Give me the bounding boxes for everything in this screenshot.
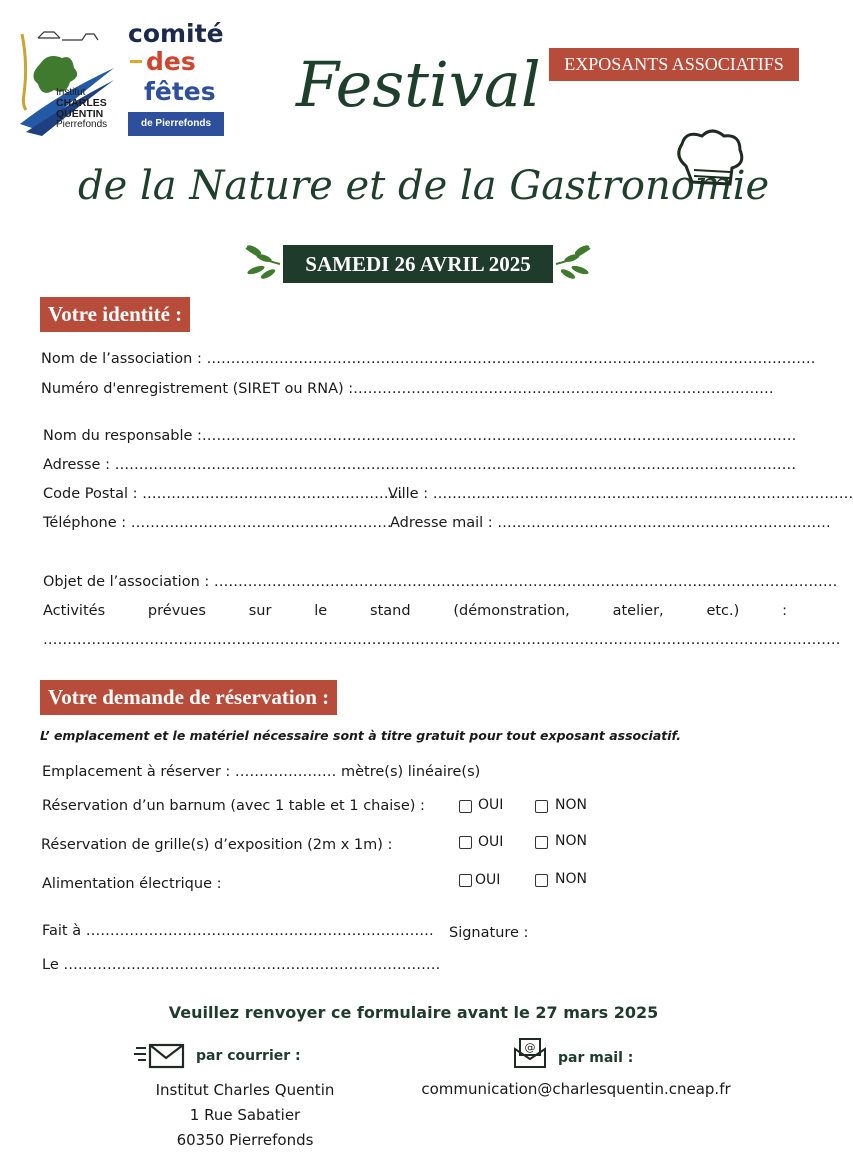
electricity-label: Alimentation électrique : — [42, 876, 222, 892]
exposants-badge: EXPOSANTS ASSOCIATIFS — [549, 48, 799, 81]
deadline-text: Veuillez renvoyer ce formulaire avant le 27 mars 2025 — [168, 1003, 659, 1022]
mail-envelope-icon — [134, 1042, 186, 1070]
laurel-right-icon — [554, 240, 594, 286]
institut-name: Institut CHARLES QUENTIN Pierrefonds — [56, 87, 108, 130]
electricity-no-checkbox[interactable] — [535, 874, 548, 887]
free-location-note: L’ emplacement et le matériel nécessaire sont à titre gratuit pour tout exposant associatif. — [40, 728, 682, 743]
address-field[interactable]: Adresse : …………………………………………………………………………………………………………………………… — [43, 457, 797, 473]
svg-text:@: @ — [524, 1041, 536, 1054]
address-line: 1 Rue Sabatier — [189, 1106, 301, 1124]
date-field[interactable]: Le …………………………………………………………………… — [42, 957, 441, 973]
location-length-field[interactable]: Emplacement à réserver : ………………… mètre(s) linéaire(s) — [42, 764, 481, 780]
phone-field[interactable]: Téléphone : ……………………………………………… — [43, 515, 392, 531]
activities-label: Activités prévues sur le stand (démonstration, atelier, etc.) : — [43, 603, 787, 619]
postal-address — [120, 1078, 370, 1153]
electricity-no-label: NON — [555, 871, 587, 887]
festival-title: Festival — [296, 48, 541, 121]
comite-des-fetes-logo: comité des fêtes de Pierrefonds — [126, 20, 226, 138]
chef-hat-icon — [672, 126, 746, 192]
by-mail-label: par mail : — [558, 1050, 634, 1066]
done-at-field[interactable]: Fait à ……………………………………………………………… — [42, 923, 434, 939]
city-field[interactable]: Ville : …………………………………………………………………………… — [388, 486, 853, 502]
identity-heading: Votre identité : — [40, 297, 190, 332]
email-field[interactable]: Adresse mail : …………………………………………………………… — [390, 515, 831, 531]
barnum-label: Réservation d’un barnum (avec 1 table et 1 chaise) : — [42, 798, 425, 814]
grids-yes-checkbox[interactable] — [459, 836, 472, 849]
address-line: Institut Charles Quentin — [155, 1081, 335, 1099]
grids-label: Réservation de grille(s) d’exposition (2m x 1m) : — [41, 837, 393, 853]
barnum-no-checkbox[interactable] — [535, 800, 548, 813]
electricity-yes-label: OUI — [475, 872, 501, 888]
manager-name-field[interactable]: Nom du responsable :…………………………………………………………………………………………………………… — [43, 428, 797, 444]
association-name-field[interactable]: Nom de l’association : ……………………………………………………………………………………………………………… — [41, 351, 816, 367]
signature-label: Signature : — [449, 925, 529, 941]
reservation-heading: Votre demande de réservation : — [40, 680, 337, 715]
grids-yes-label: OUI — [478, 834, 504, 850]
institut-charles-quentin-logo — [18, 24, 118, 140]
grids-no-label: NON — [555, 833, 587, 849]
barnum-yes-label: OUI — [478, 797, 504, 813]
festival-subtitle: de la Nature et de la Gastronomie — [78, 163, 770, 209]
laurel-left-icon — [242, 240, 282, 286]
by-post-label: par courrier : — [196, 1048, 301, 1064]
registration-number-field[interactable]: Numéro d'enregistrement (SIRET ou RNA) :…………………………………………………………………………… — [41, 381, 774, 397]
event-date: SAMEDI 26 AVRIL 2025 — [283, 245, 553, 283]
address-line: 60350 Pierrefonds — [176, 1131, 314, 1149]
contact-email[interactable]: communication@charlesquentin.cneap.fr — [421, 1080, 731, 1098]
postal-code-field[interactable]: Code Postal : ……………………………………………… — [43, 486, 404, 502]
barnum-yes-checkbox[interactable] — [459, 800, 472, 813]
grids-no-checkbox[interactable] — [535, 836, 548, 849]
association-object-field[interactable]: Objet de l’association : ………………………………………………………………………………………………………………… — [43, 574, 838, 590]
barnum-no-label: NON — [555, 797, 587, 813]
electricity-yes-checkbox[interactable] — [459, 874, 472, 887]
activities-field[interactable]: ………………………………………………………………………………………………………………………………………………… — [43, 632, 841, 648]
email-envelope-icon — [513, 1037, 547, 1069]
